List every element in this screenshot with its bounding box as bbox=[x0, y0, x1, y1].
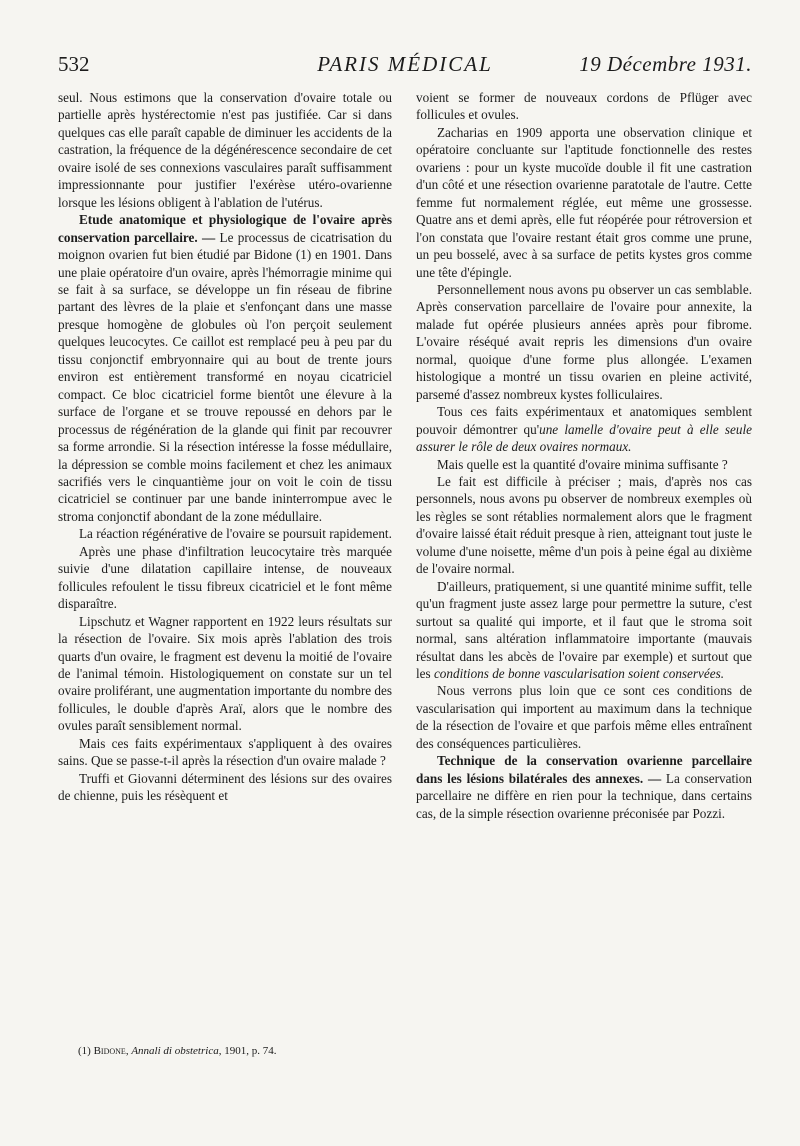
footnote-rest: , 1901, p. 74. bbox=[218, 1045, 277, 1057]
paragraph: Mais ces faits expérimentaux s'appliquent à des ovaires sains. Que se passe-t-il après la résection d'un ovaire malade ? bbox=[58, 735, 392, 769]
paragraph: seul. Nous estimons que la conservation d'ovaire totale ou partielle après hystérectomie n'est pas justifiée. Car si dans quelques cas elle paraît capable de diminuer les accidents de la castration, la fréquence de la dégénérescence secondaire de cet ovaire isolé de ses connexions vasculaires paraît suffisamment impressionnante pour justifier l'exérèse utéro-ovarienne lorsque les lésions obligent à l'ablation de l'utérus. bbox=[58, 90, 392, 210]
issue-date: 19 Décembre 1931. bbox=[579, 52, 752, 76]
paragraph: voient se former de nouveaux cordons de Pflüger avec follicules et ovules. bbox=[416, 90, 752, 123]
paragraph: Personnellement nous avons pu observer un cas semblable. Après conservation parcellaire de l'ovaire pour annexite, la malade fut opérée plusieurs années après pour fibrome. L'ovaire réséqué avait repris les dimensions d'un ovaire normal, quoique d'une forme plus allongée. L'examen histologique a montré un tissu ovarien en pleine activité, parsemé d'assez nombreux kystes folliculaires. bbox=[416, 281, 752, 402]
paragraph: Truffi et Giovanni déterminent des lésions sur des ovaires de chienne, puis les résèquent et bbox=[58, 770, 392, 804]
footnote-marker: (1) bbox=[78, 1045, 94, 1057]
paragraph-text: Tous ces faits expérimentaux et anatomiques semblent pouvoir démontrer qu' bbox=[416, 404, 752, 437]
paragraph bbox=[416, 752, 752, 822]
paragraph bbox=[416, 403, 752, 455]
footnote-separator: , bbox=[125, 1045, 132, 1057]
left-column bbox=[58, 89, 392, 805]
paragraph-text: Le processus de cicatrisation du moignon ovarien fut bien étudié par Bidone (1) en 1901. Dans une plaie opératoire d'un ovaire, après l'hémorragie minime qui se fait à sa surface, se développe un fin réseau de fibrine partant des lèvres de la plaie et s'enfonçant dans une masse presque homogène de globules où l'on perçoit seulement quelques leucocytes. Ce caillot est remplacé peu à peu par du tissu conjonctif embryonnaire qui au bout de trente jours environ est entièrement transformé en noyau cicatriciel compact. Ce bloc cicatriciel forme bientôt une élevure à la surface de l'organe et se trouve repoussé en dehors par le processus de régénération de la glande qui finit par recouvrer sa forme arrondie. Si la résection intéresse la fosse médullaire, la dépression se comble moins facilement et chez les animaux sacrifiés vers le cinquantième jour on voit le coin de tissu cicatriciel se continuer par une bande ininterrompue avec le stroma conjonctif abondant de la zone médullaire. bbox=[58, 229, 393, 524]
emphasis-text: conditions de bonne vascularisation soient conservées. bbox=[433, 665, 725, 681]
paragraph: Après une phase d'infiltration leucocytaire très marquée suivie d'une dilatation capillaire intense, de nouveaux follicules refoulent le tissu fibreux cicatriciel et le font même disparaître. bbox=[58, 543, 392, 612]
paragraph: La réaction régénérative de l'ovaire se poursuit rapidement. bbox=[79, 526, 392, 542]
paragraph: Zacharias en 1909 apporta une observation clinique et opératoire concluante sur l'aptitude fonctionnelle des restes ovariens : pour un kyste mucoïde double il fit une castration d'un côté et une résection ovarienne paratotale de l'autre. Cette femme fut normalement réglée, eut même une grossesse. Quatre ans et demi après, elle fut réopérée pour rétroversion et l'on constata que l'ovaire restant était gros comme une prune, un peu bosselé, avec à sa surface de petits kystes gros comme une tête d'épingle. bbox=[416, 124, 752, 280]
paragraph: Lipschutz et Wagner rapportent en 1922 leurs résultats sur la résection de l'ovaire. Six mois après l'ablation des trois quarts d'un ovaire, le fragment est devenu la moitié de l'ovaire de l'animal témoin. Histologiquement on constate sur un tel ovaire proliférant, une augmentation importante du nombre des follicules, le double d'après Araï, alors que le nombre des ovules paraît sensiblement normal. bbox=[58, 613, 392, 734]
page-number: 532 bbox=[58, 52, 90, 76]
paragraph bbox=[416, 578, 752, 683]
footnote-source: Annali di obstetrica bbox=[131, 1045, 219, 1057]
paragraph: Le fait est difficile à préciser ; mais, d'après nos cas personnels, nous avons pu observer de nombreux exemples où les règles se sont rétablies normalement alors que le fragment d'ovaire laissé était réduit presque à rien, atteignant tout juste le volume d'une noisette, même d'un pois à peine égal au dixième de l'ovaire normal. bbox=[416, 473, 752, 577]
paragraph: Nous verrons plus loin que ce sont ces conditions de vascularisation qui importent au maximum dans la technique de la résection de l'ovaire et que parfois même elles entraînent des conséquences particulières. bbox=[416, 683, 752, 751]
emphasis-text: une lamelle d'ovaire peut à elle seule assurer le rôle de deux ovaires normaux. bbox=[416, 421, 752, 455]
page-header bbox=[58, 52, 752, 82]
paragraph-text: La conservation parcellaire ne diffère en rien pour la technique, dans certains cas, de la simple résection ovarienne préconisée par Pozzi. bbox=[416, 770, 752, 821]
footnote-author: Bidone bbox=[93, 1045, 126, 1057]
footnote bbox=[78, 1045, 276, 1057]
paragraph-text: D'ailleurs, pratiquement, si une quantité minime suffit, telle qu'un fragment juste assez large pour permettre la suture, c'est surtout sa qualité qui importe, et il faut que le stroma soit normal, sans altération inflammatoire importante (mauvais résultat dans les abcès de l'ovaire par exemple) et surtout que les bbox=[416, 578, 752, 681]
paragraph bbox=[58, 211, 392, 525]
journal-title: PARIS MÉDICAL bbox=[317, 52, 493, 76]
right-column bbox=[416, 89, 752, 822]
paragraph: Mais quelle est la quantité d'ovaire minima suffisante ? bbox=[437, 456, 728, 472]
section-heading: Technique de la conservation ovarienne parcellaire dans les lésions bilatérales des annexes. — bbox=[416, 753, 752, 786]
section-heading: Etude anatomique et physiologique de l'ovaire après conservation parcellaire. — bbox=[58, 212, 392, 245]
